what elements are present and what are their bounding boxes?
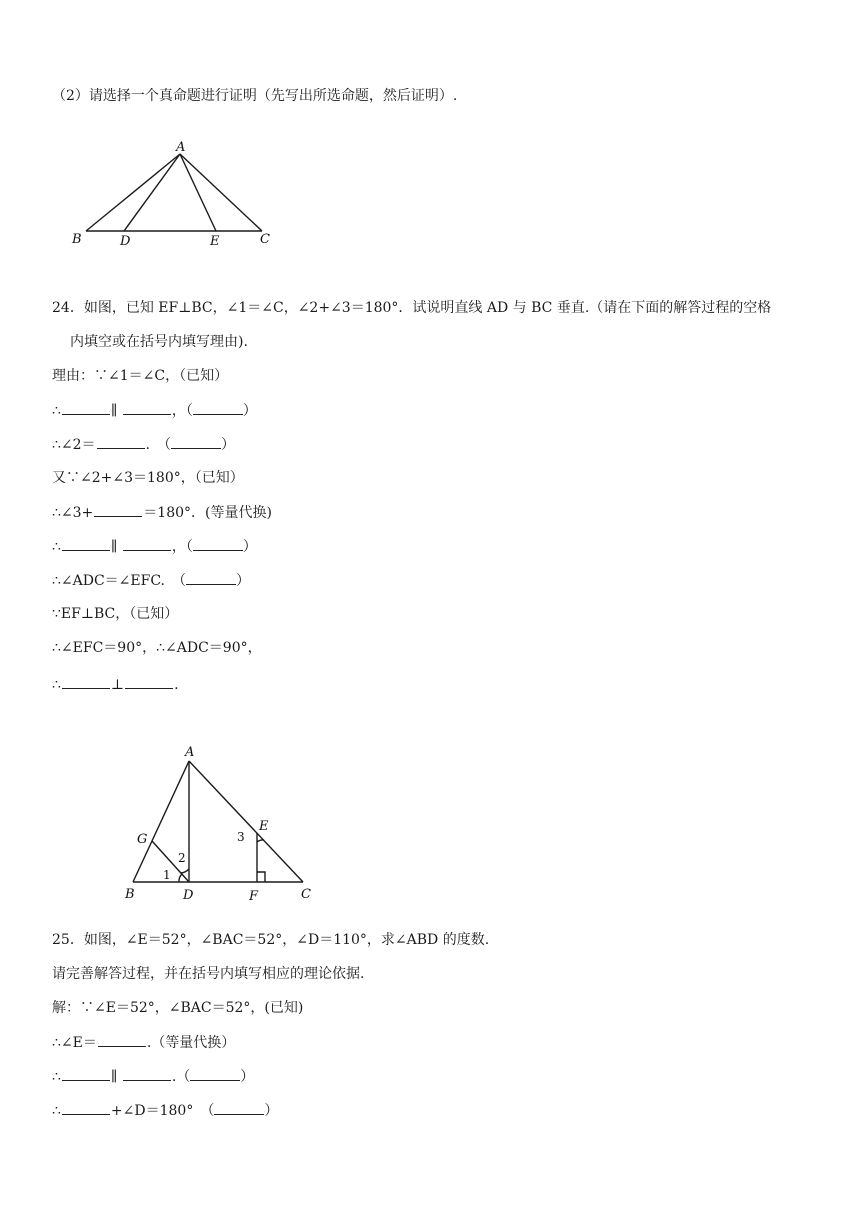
blank[interactable] <box>62 400 110 415</box>
fig1-label-c: C <box>260 232 270 247</box>
fig1-label-a: A <box>176 140 186 155</box>
blank[interactable] <box>123 536 171 551</box>
q24-line4: 又∵∠2+∠3＝180°，（已知） <box>52 470 244 486</box>
q24-line7: ∴∠ADC＝∠EFC. （ ） <box>52 570 250 591</box>
fig2-label-c: C <box>301 887 311 902</box>
q24-line5: ∴∠3+ ＝180°．(等量代换) <box>52 502 272 523</box>
figure-triangle-abc <box>60 138 290 253</box>
q24-line1: 理由：∵∠1＝∠C，（已知） <box>52 368 229 384</box>
fig1-label-b: B <box>72 232 82 247</box>
fig1-label-e: E <box>210 234 220 249</box>
fig2-label-g: G <box>137 832 148 847</box>
blank[interactable] <box>123 400 171 415</box>
blank[interactable] <box>62 1100 110 1115</box>
blank[interactable] <box>98 1032 146 1047</box>
fig2-label-a: A <box>185 745 195 760</box>
q25-instruction: 请完善解答过程，并在括号内填写相应的理论依据. <box>52 966 365 982</box>
blank[interactable] <box>94 502 142 517</box>
q25-line3: ∴ ∥ .（ ） <box>52 1066 254 1087</box>
reason-blank[interactable] <box>193 400 243 415</box>
fig2-label-b: B <box>125 887 135 902</box>
q24-intro-b: 内填空或在括号内填写理由). <box>70 334 248 350</box>
fig2-label-f: F <box>249 889 259 904</box>
fig2-angle-3: 3 <box>237 830 245 844</box>
blank[interactable] <box>125 674 173 689</box>
reason-blank[interactable] <box>193 536 243 551</box>
figure-triangle-abc-altitude <box>115 742 335 904</box>
q23-part2: （2）请选择一个真命题进行证明（先写出所选命题，然后证明）. <box>52 88 458 104</box>
blank[interactable] <box>62 536 110 551</box>
fig1-label-d: D <box>120 234 131 249</box>
fig2-angle-2: 2 <box>178 851 186 865</box>
q24-line10: ∴ ⊥ . <box>52 674 179 695</box>
reason-blank[interactable] <box>186 570 236 585</box>
blank[interactable] <box>62 1066 110 1081</box>
q24-line9: ∴∠EFC＝90°，∴∠ADC＝90°， <box>52 640 262 656</box>
q25-line4: ∴ +∠D＝180° （ ） <box>52 1100 278 1121</box>
fig2-angle-1: 1 <box>163 868 171 882</box>
q25-line1: 解：∵∠E＝52°，∠BAC＝52°，(已知) <box>52 1000 304 1016</box>
reason-blank[interactable] <box>171 434 221 449</box>
blank[interactable] <box>123 1066 171 1081</box>
q25-line2: ∴∠E＝ .（等量代换） <box>52 1032 235 1053</box>
q24-intro-a: 24．如图，已知 EF⊥BC，∠1＝∠C，∠2+∠3＝180°．试说明直线 AD 与 BC 垂直.（请在下面的解答过程的空格 <box>52 300 772 316</box>
reason-blank[interactable] <box>190 1066 240 1081</box>
q25-intro: 25．如图，∠E＝52°，∠BAC＝52°，∠D＝110°，求∠ABD 的度数. <box>52 932 490 948</box>
q24-line2: ∴ ∥ ，（ ） <box>52 400 257 421</box>
fig2-label-d: D <box>183 888 194 903</box>
blank[interactable] <box>97 434 145 449</box>
reason-blank[interactable] <box>214 1100 264 1115</box>
q24-line3: ∴∠2＝ . （ ） <box>52 434 235 455</box>
q24-line8: ∵EF⊥BC，（已知） <box>52 606 179 622</box>
fig2-label-e: E <box>259 819 269 834</box>
q24-line6: ∴ ∥ ，（ ） <box>52 536 257 557</box>
blank[interactable] <box>62 674 110 689</box>
